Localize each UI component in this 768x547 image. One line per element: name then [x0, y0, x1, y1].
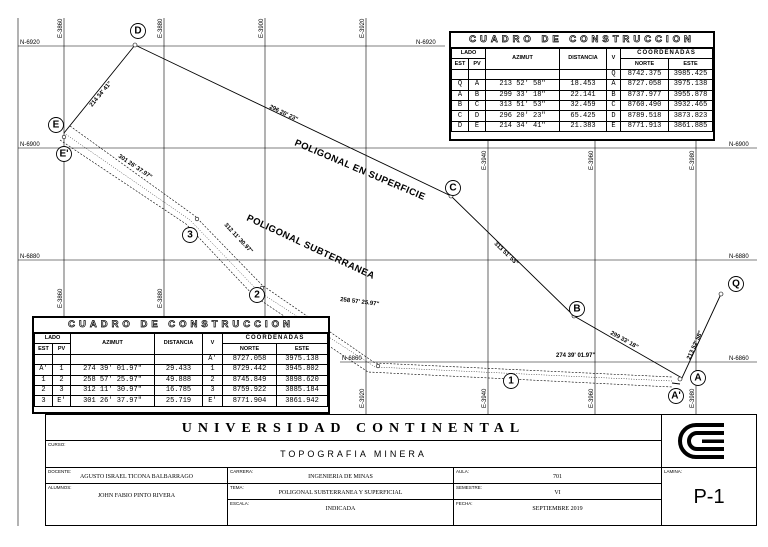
semestre-cell [454, 484, 662, 500]
fecha-label: FECHA: [456, 501, 473, 506]
header-distancia: DISTANCIA [155, 334, 203, 355]
point-C [446, 181, 461, 196]
carrera-label: CARRERA: [230, 469, 254, 474]
bearing-label: 301 26' 37.97" [116, 153, 153, 181]
east-label: E-3960 [589, 388, 595, 408]
carrera-cell [228, 468, 454, 484]
lamina-label: LAMINA: [664, 469, 683, 474]
header-pv: PV [53, 344, 71, 354]
table-row: A' 1 274 39' 01.97" 29.433 1 8729.442 3945.802 [35, 365, 328, 375]
carrera-value: INGENIERIA DE MINAS [308, 474, 373, 480]
surface-polygon-closure [672, 383, 680, 384]
header-lado: LADO [35, 334, 71, 344]
north-label: N-6920 [416, 40, 436, 46]
vertex-marker [195, 217, 199, 221]
east-label: E-3980 [690, 150, 696, 170]
north-label: N-6920 [20, 40, 40, 46]
alumno-value: JOHN FABIO PINTO RIVERA [97, 493, 176, 499]
surface-polygon-label: POLIGONAL EN SUPERFICIE [292, 137, 427, 203]
docente-cell [46, 468, 228, 484]
east-label: E-3940 [482, 150, 488, 170]
svg-text:A': A' [671, 390, 681, 402]
header-v: V [203, 334, 223, 355]
fecha-cell [454, 500, 662, 526]
tema-label: TEMA: [230, 485, 244, 490]
header-v: V [607, 49, 621, 70]
bearing-label: 313 51' 53" [492, 241, 520, 267]
header-azimut: AZIMUT [486, 49, 560, 70]
bearing-label: 214 34' 41" [88, 80, 114, 109]
table-body [451, 48, 713, 132]
bearing-label: 296 20' 23" [268, 104, 299, 124]
east-label: E-3860 [58, 288, 64, 308]
east-label: E-3920 [360, 18, 366, 38]
lamina-cell [662, 468, 756, 526]
table-body [34, 333, 328, 407]
curso-cell [46, 441, 662, 468]
header-pv: PV [469, 59, 486, 69]
east-label: E-3920 [360, 388, 366, 408]
east-label: E-3940 [482, 388, 488, 408]
table-row: 2 3 312 11' 30.97" 16.785 3 8759.922 3885.184 [35, 385, 328, 395]
table-row: Q 8742.375 3985.425 [452, 69, 713, 79]
title-block [45, 414, 757, 526]
university-name: UNIVERSIDAD CONTINENTAL [181, 421, 526, 436]
vertex-marker [133, 43, 137, 47]
tema-cell [228, 484, 454, 500]
construction-table-surface [449, 31, 715, 141]
vertex-marker [62, 135, 66, 139]
header-distancia: DISTANCIA [560, 49, 607, 70]
escala-value: INDICADA [325, 506, 356, 512]
point-3 [183, 228, 198, 243]
point-E-prime [57, 147, 72, 162]
vertex-marker [719, 292, 723, 296]
east-label: E-3980 [690, 388, 696, 408]
table-title: CUADRO DE CONSTRUCCION [451, 33, 713, 48]
alumnos-cell [46, 484, 228, 526]
docente-value: AGUSTO ISRAEL TICONA BALBARRAGO [79, 474, 194, 480]
point-D [131, 24, 146, 39]
aula-cell [454, 468, 662, 484]
svg-text:Q: Q [732, 278, 740, 290]
svg-text:D: D [134, 25, 142, 37]
svg-text:1: 1 [508, 375, 514, 387]
construction-table-underground [32, 316, 330, 414]
semestre-value: VI [554, 490, 561, 496]
header-est: EST [35, 344, 53, 354]
svg-text:E: E [52, 119, 60, 131]
vertex-marker [678, 377, 682, 381]
table-row: 3 E' 301 26' 37.97" 25.719 E' 8771.904 3861.942 [35, 396, 328, 406]
table-title: CUADRO DE CONSTRUCCION [34, 318, 328, 333]
bearing-label: 299 33' 18" [609, 330, 640, 351]
fecha-value: SEPTIEMBRE 2019 [532, 506, 583, 512]
east-label: E-3880 [158, 288, 164, 308]
bearing-label: 213 52' 58" [686, 330, 705, 361]
svg-text:E': E' [59, 148, 69, 160]
north-label: N-6880 [20, 254, 40, 260]
escala-label: ESCALA: [230, 501, 250, 506]
point-Q [729, 277, 744, 292]
table-row: Q A 213 52' 58" 18.453 A 8727.058 3975.138 [452, 80, 713, 90]
alumnos-label: ALUMNOS: [48, 485, 72, 490]
point-1 [504, 374, 519, 389]
svg-text:2: 2 [254, 289, 260, 301]
table-row: A B 299 33' 18" 22.141 B 8737.977 3955.878 [452, 90, 713, 100]
vertex-marker [376, 364, 380, 368]
point-A [691, 371, 706, 386]
point-E [49, 118, 64, 133]
logo-cell [662, 415, 756, 468]
table-row: C D 296 20' 23" 65.425 D 8789.518 3873.823 [452, 111, 713, 121]
university-logo-icon [662, 415, 756, 468]
east-label: E-3880 [158, 18, 164, 38]
north-label: N-6860 [342, 356, 362, 362]
aula-value: 701 [553, 474, 562, 480]
header-coordenadas: COORDENADAS [223, 334, 328, 344]
bearing-label: 274 39' 01.97" [556, 353, 596, 359]
table-row: A' 8727.058 3975.138 [35, 354, 328, 364]
header-norte: NORTE [621, 59, 669, 69]
header-norte: NORTE [223, 344, 277, 354]
underground-polygon-label: POLIGONAL SUBTERRANEA [244, 212, 377, 282]
east-label: E-3900 [259, 18, 265, 38]
semestre-label: SEMESTRE: [456, 485, 483, 490]
curso-label: CURSO: [48, 442, 66, 447]
table-row: 1 2 258 57' 25.97" 49.888 2 8745.849 3898.620 [35, 375, 328, 385]
header-est: EST [452, 59, 469, 69]
svg-text:C: C [449, 182, 457, 194]
header-este: ESTE [277, 344, 328, 354]
aula-label: AULA: [456, 469, 470, 474]
tema-value: POLIGONAL SUBTERRANEA Y SUPERFICIAL [278, 490, 403, 496]
curso-value: TOPOGRAFIA MINERA [280, 449, 427, 459]
point-2 [250, 288, 265, 303]
header-coordenadas: COORDENADAS [621, 49, 713, 59]
header-lado: LADO [452, 49, 486, 59]
north-label: N-6880 [729, 254, 749, 260]
north-label: N-6860 [729, 356, 749, 362]
table-row: B C 313 51' 53" 32.459 C 8760.490 3932.465 [452, 100, 713, 110]
header-azimut: AZIMUT [71, 334, 155, 355]
header-este: ESTE [669, 59, 713, 69]
bearing-label: 312 11' 30.97" [222, 222, 254, 255]
table-row: D E 214 34' 41" 21.383 E 8771.913 3861.885 [452, 121, 713, 131]
north-label: N-6900 [20, 142, 40, 148]
lamina-value: P-1 [693, 486, 725, 508]
escala-cell [228, 500, 454, 526]
svg-text:A: A [694, 372, 702, 384]
bearing-label: 258 57' 25.97" [339, 297, 380, 308]
north-label: N-6900 [729, 142, 749, 148]
university-cell [46, 415, 662, 441]
docente-label: DOCENTE: [48, 469, 72, 474]
east-label: E-3860 [58, 18, 64, 38]
east-label: E-3960 [589, 150, 595, 170]
point-B [570, 302, 585, 317]
svg-text:3: 3 [187, 229, 193, 241]
point-A-prime [669, 389, 684, 404]
svg-text:B: B [573, 303, 581, 315]
